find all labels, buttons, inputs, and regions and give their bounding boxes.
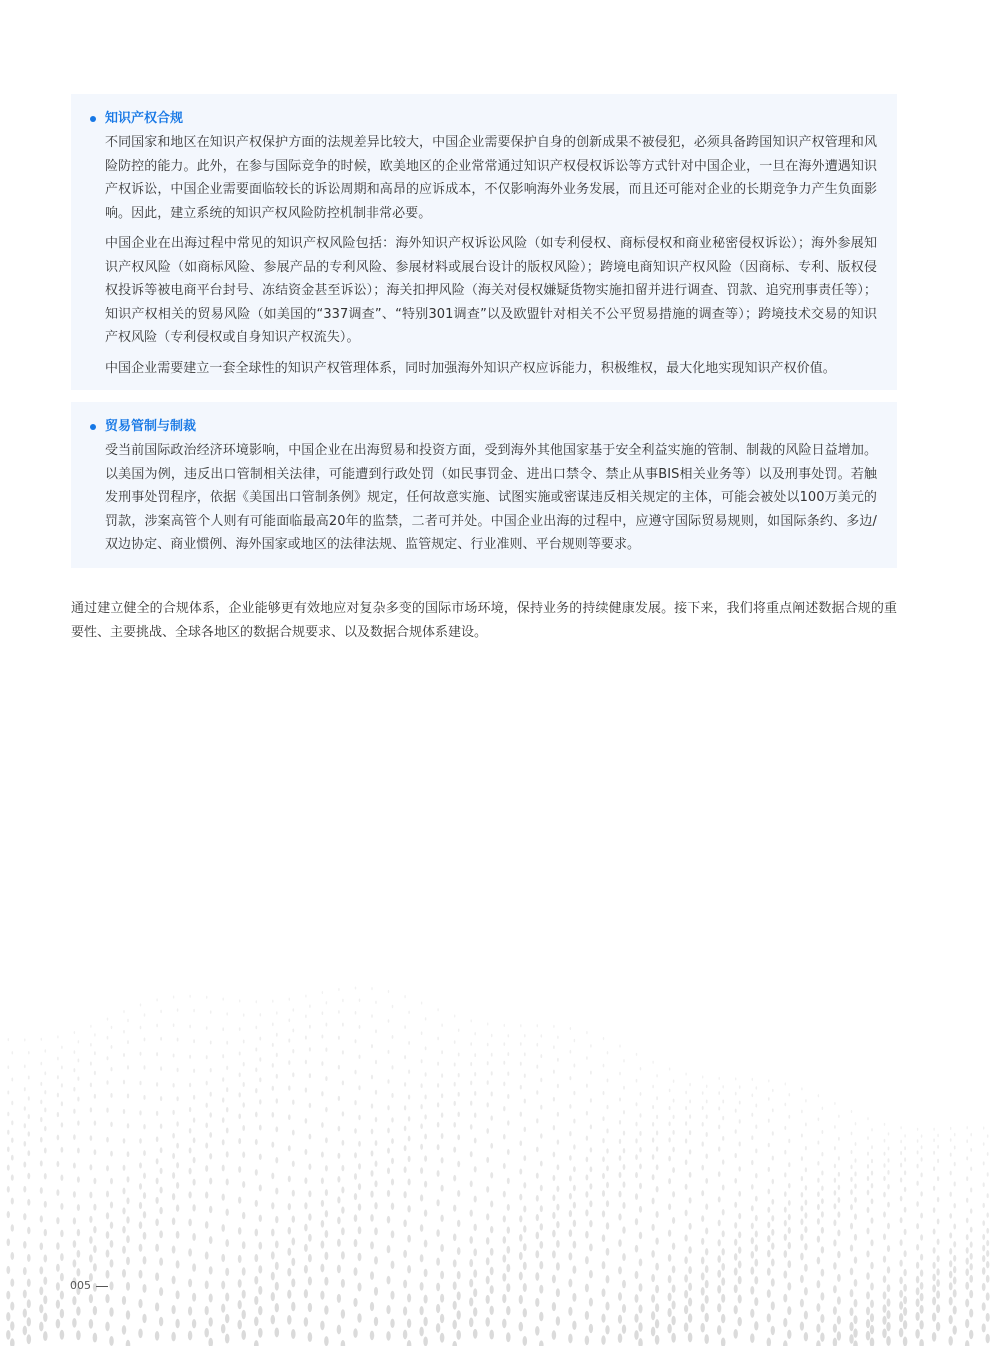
paragraph: 中国企业在出海过程中常见的知识产权风险包括：海外知识产权诉讼风险（如专利侵权、商标侵权和商业秘密侵权诉讼）；海外参展知识产权风险（如商标风险、参展产品的专利风险、参展材料或展台设计的版权风险）；跨境电商知识产权风险（因商标、专利、版权侵权投诉等被电商平台封号、冻结资金甚至诉讼）；海关扣押风险（海关对侵权嫌疑货物实施扣留并进行调查、罚款、追究刑事责任等）；知识产权相关的贸易风险（如美国的“337调查”、“特别301调查”以及欧盟针对相关不公平贸易措施的调查等）；跨境技术交易的知识产权风险（专利侵权或自身知识产权流失）。 xyxy=(105,236,877,345)
paragraph: 中国企业需要建立一套全球性的知识产权管理体系，同时加强海外知识产权应诉能力，积极维权，最大化地实现知识产权价值。 xyxy=(105,360,836,376)
paragraph: 受当前国际政治经济环境影响，中国企业在出海贸易和投资方面，受到海外其他国家基于安全利益实施的管制、制裁的风险日益增加。以美国为例，违反出口管制相关法律，可能遭到行政处罚（如民事罚金、进出口禁令、禁止从事BIS相关业务等）以及刑事处罚。若触发刑事处罚程序，依据《美国出口管制条例》规定，任何故意实施、试图实施或密谋违反相关规定的主体，可能会被处以100万美元的罚款，涉案高管个人则有可能面临最高20年的监禁，二者可并处。中国企业出海的过程中，应遵守国际贸易规则，如国际条约、多边/双边协定、商业惯例、海外国家或地区的法律法规、监管规定、行业准则、平台规则等要求。 xyxy=(105,443,877,552)
page-number: 005 xyxy=(70,1279,91,1292)
paragraph: 不同国家和地区在知识产权保护方面的法规差异比较大，中国企业需要保护自身的创新成果不被侵犯，必须具备跨国知识产权管理和风险防控的能力。此外，在参与国际竞争的时候，欧美地区的企业常常通过知识产权侵权诉讼等方式针对中国企业，一旦在海外遭遇知识产权诉讼，中国企业需要面临较长的诉讼周期和高昂的应诉成本，不仅影响海外业务发展，而且还可能对企业的长期竞争力产生负面影响。因此，建立系统的知识产权风险防控机制非常必要。 xyxy=(105,135,877,221)
bullet-dot-icon xyxy=(90,424,96,430)
dotted-wave-decoration xyxy=(0,930,992,1346)
section-ip-compliance xyxy=(71,94,897,390)
section-heading-text: 知识产权合规 xyxy=(105,111,184,126)
section-heading-text: 贸易管制与制裁 xyxy=(105,419,197,434)
page-number-dash xyxy=(96,1286,108,1287)
section-heading xyxy=(105,402,877,437)
section-trade-control xyxy=(71,402,897,568)
summary-paragraph: 通过建立健全的合规体系，企业能够更有效地应对复杂多变的国际市场环境，保持业务的持续健康发展。接下来，我们将重点阐述数据合规的重要性、主要挑战、全球各地区的数据合规要求、以及数据合规体系建设。 xyxy=(71,601,897,640)
section-heading xyxy=(105,94,877,129)
bullet-dot-icon xyxy=(90,116,96,122)
